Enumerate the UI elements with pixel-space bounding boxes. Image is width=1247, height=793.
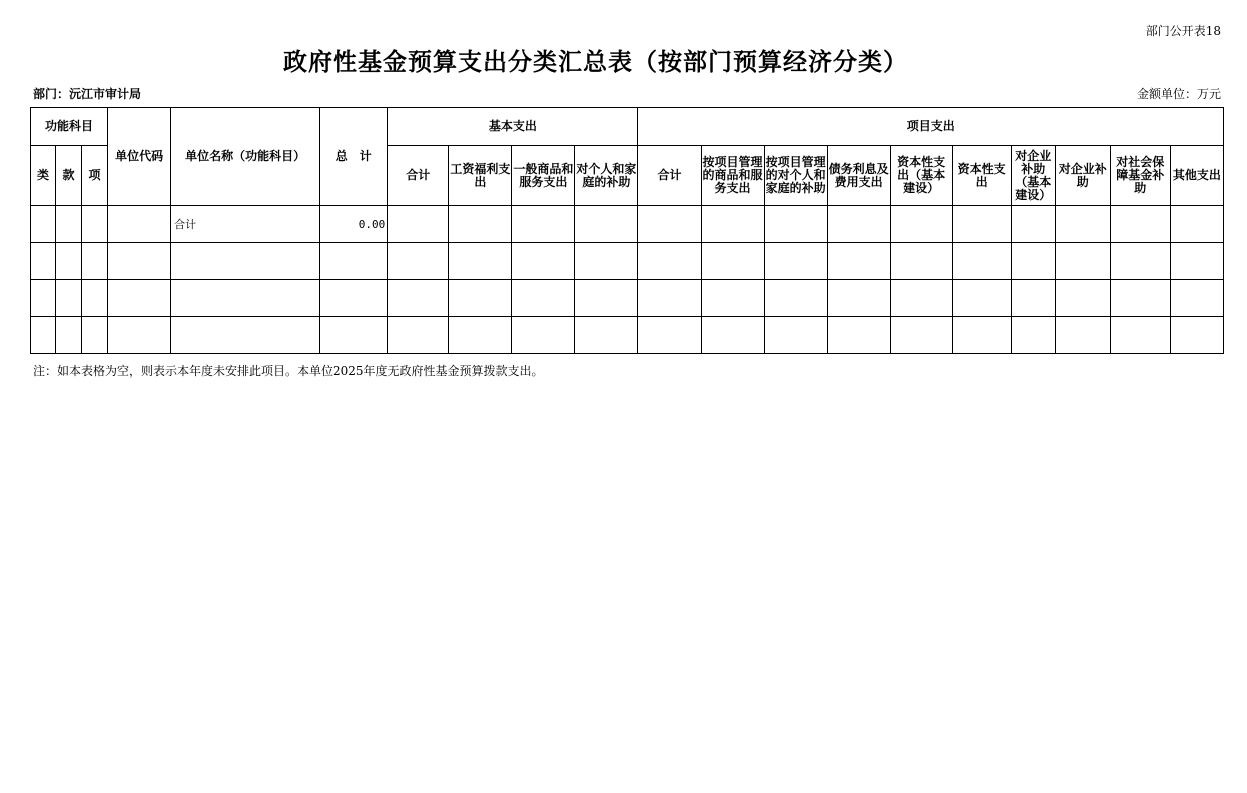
cell	[1055, 280, 1110, 317]
cell	[1011, 280, 1055, 317]
cell	[388, 243, 449, 280]
footnote: 注：如本表格为空，则表示本年度未安排此项目。本单位2025年度无政府性基金预算拨款支出。	[33, 364, 544, 378]
header-basic-col: 对个人和家庭的补助	[575, 146, 638, 206]
header-project-col: 对社会保障基金补助	[1110, 146, 1170, 206]
cell	[575, 243, 638, 280]
cell	[701, 206, 764, 243]
cell-xiang	[82, 317, 108, 354]
department-label: 部门：沅江市审计局	[33, 87, 142, 101]
cell-unit-name	[171, 280, 320, 317]
table-row	[31, 280, 1224, 317]
cell	[1110, 243, 1170, 280]
cell-lei	[31, 243, 56, 280]
cell	[701, 243, 764, 280]
header-basic-expenditure: 基本支出	[388, 108, 638, 146]
header-basic-col: 合计	[388, 146, 449, 206]
table-row	[31, 317, 1224, 354]
header-project-col: 对企业补助（基本建设）	[1011, 146, 1055, 206]
header-unit-code: 单位代码	[108, 108, 171, 206]
cell	[1170, 206, 1223, 243]
header-project-col: 合计	[638, 146, 701, 206]
cell	[1055, 206, 1110, 243]
cell	[449, 317, 512, 354]
form-number: 部门公开表18	[1145, 24, 1221, 38]
cell-kuan	[56, 206, 82, 243]
cell	[1110, 206, 1170, 243]
cell	[638, 317, 701, 354]
cell	[890, 243, 952, 280]
cell	[890, 280, 952, 317]
cell	[952, 317, 1011, 354]
cell-unit-code	[108, 317, 171, 354]
cell	[827, 280, 890, 317]
cell	[638, 243, 701, 280]
cell	[890, 317, 952, 354]
cell-total: 0.00	[320, 206, 388, 243]
cell	[1110, 317, 1170, 354]
header-kuan: 款	[56, 146, 82, 206]
header-project-col: 按项目管理的商品和服务支出	[701, 146, 764, 206]
cell	[1011, 206, 1055, 243]
header-basic-col: 一般商品和服务支出	[512, 146, 575, 206]
cell	[701, 317, 764, 354]
page-title: 政府性基金预算支出分类汇总表（按部门预算经济分类）	[283, 48, 908, 76]
cell	[575, 280, 638, 317]
cell-xiang	[82, 243, 108, 280]
cell	[764, 206, 827, 243]
header-project-col: 对企业补助	[1055, 146, 1110, 206]
cell-unit-name: 合计	[171, 206, 320, 243]
cell-lei	[31, 206, 56, 243]
cell	[764, 280, 827, 317]
cell-unit-name	[171, 243, 320, 280]
cell-unit-code	[108, 280, 171, 317]
cell	[388, 206, 449, 243]
cell-unit-code	[108, 206, 171, 243]
header-unit-name: 单位名称（功能科目）	[171, 108, 320, 206]
table-row	[31, 206, 1224, 243]
cell	[449, 206, 512, 243]
cell	[827, 206, 890, 243]
cell	[1170, 280, 1223, 317]
cell	[1170, 243, 1223, 280]
cell	[764, 317, 827, 354]
cell-total	[320, 317, 388, 354]
cell	[638, 206, 701, 243]
cell	[890, 206, 952, 243]
cell	[575, 317, 638, 354]
header-total: 总 计	[320, 108, 388, 206]
cell-kuan	[56, 317, 82, 354]
amount-unit-label: 金额单位：万元	[1136, 87, 1221, 101]
cell	[764, 243, 827, 280]
expenditure-table	[30, 107, 1224, 354]
cell	[512, 206, 575, 243]
table-row	[31, 243, 1224, 280]
cell	[952, 243, 1011, 280]
cell	[638, 280, 701, 317]
header-basic-col: 工资福利支出	[449, 146, 512, 206]
cell-lei	[31, 280, 56, 317]
cell	[449, 280, 512, 317]
header-project-expenditure: 项目支出	[638, 108, 1224, 146]
cell-total	[320, 243, 388, 280]
cell-total	[320, 280, 388, 317]
header-project-col: 资本性支出	[952, 146, 1011, 206]
cell	[575, 206, 638, 243]
cell	[388, 280, 449, 317]
cell	[1055, 317, 1110, 354]
cell	[952, 280, 1011, 317]
cell	[1055, 243, 1110, 280]
cell	[512, 280, 575, 317]
cell-unit-name	[171, 317, 320, 354]
cell-lei	[31, 317, 56, 354]
header-func-subject: 功能科目	[31, 108, 108, 146]
header-project-col: 债务利息及费用支出	[827, 146, 890, 206]
cell	[952, 206, 1011, 243]
header-project-col: 按项目管理的对个人和家庭的补助	[764, 146, 827, 206]
cell	[701, 280, 764, 317]
cell	[827, 243, 890, 280]
header-lei: 类	[31, 146, 56, 206]
header-project-col: 其他支出	[1170, 146, 1223, 206]
cell-xiang	[82, 280, 108, 317]
cell	[1170, 317, 1223, 354]
cell-kuan	[56, 280, 82, 317]
cell-xiang	[82, 206, 108, 243]
cell-unit-code	[108, 243, 171, 280]
cell	[1011, 243, 1055, 280]
cell	[449, 243, 512, 280]
cell-kuan	[56, 243, 82, 280]
cell	[1110, 280, 1170, 317]
cell	[1011, 317, 1055, 354]
header-xiang: 项	[82, 146, 108, 206]
cell	[512, 243, 575, 280]
header-project-col: 资本性支出（基本建设）	[890, 146, 952, 206]
cell	[388, 317, 449, 354]
cell	[827, 317, 890, 354]
cell	[512, 317, 575, 354]
